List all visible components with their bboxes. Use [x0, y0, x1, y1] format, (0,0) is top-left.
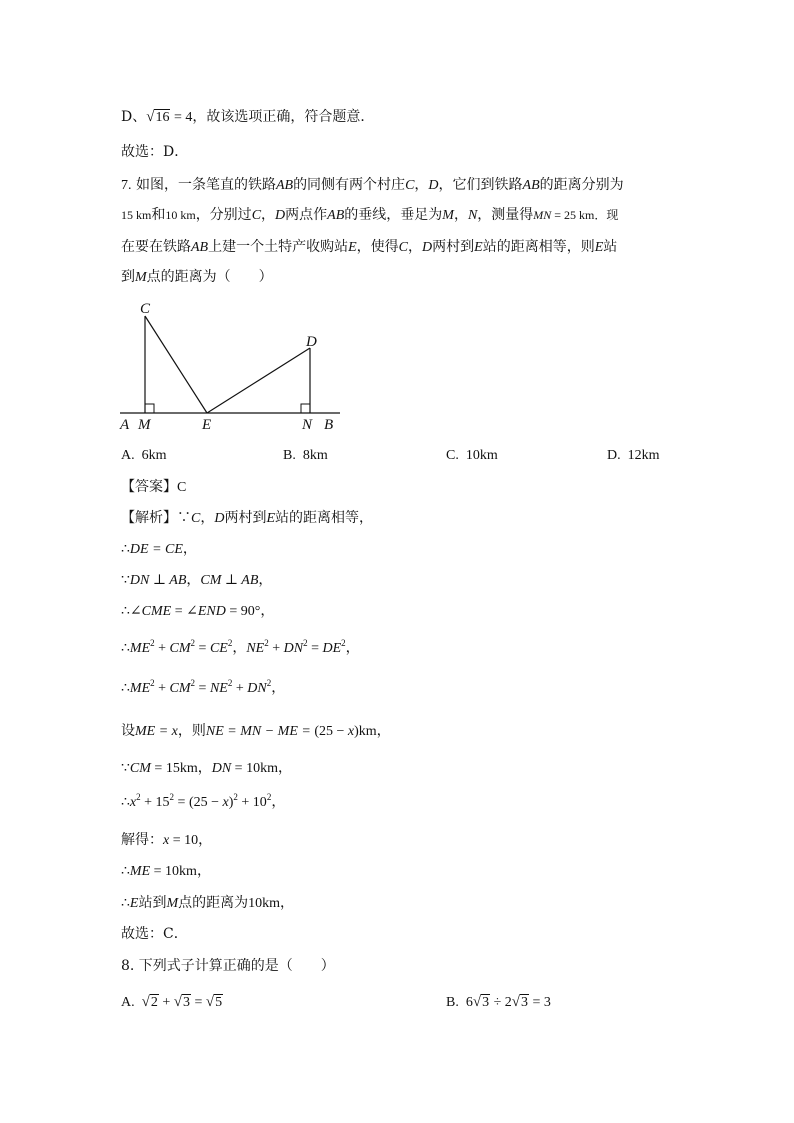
label-e: E	[202, 417, 212, 433]
analysis-line-1: 【解析】∵C，D两村到E站的距离相等，	[121, 510, 374, 526]
label-a: A	[120, 417, 130, 433]
prev-option-d: D、√16 = 4，故该选项正确，符合题意．	[121, 109, 375, 125]
analysis-line-4: ∴∠CME = ∠END = 90°，	[121, 603, 275, 619]
q7-line-1: 7. 如图，一条笔直的铁路AB的同侧有两个村庄C，D，它们到铁路AB的距离分别为	[121, 177, 624, 193]
sqrt-icon: √	[472, 994, 482, 1010]
q7-line-4: 到M点的距离为（ ）	[121, 269, 273, 285]
analysis-line-2: ∴DE = CE，	[121, 541, 197, 557]
analysis-line-6: $\therefore ME^2 + CM^2 = NE^2 + DN^2$，	[121, 678, 286, 696]
railway-figure	[114, 296, 354, 436]
analysis-line-7: 设ME = x，则NE = MN − ME = (25 − x)km，	[121, 723, 391, 739]
sqrt-icon: √	[146, 109, 155, 125]
analysis-line-5: $\therefore ME^2 + CM^2 = CE^2$，$NE^2 + DN^2 = DE^2$，	[121, 638, 360, 656]
analysis-line-11: ∴ME = 10km，	[121, 863, 211, 879]
analysis-line-9: $\therefore x^2 + 15^2 = (25 - x)^2 + 10^2$，	[121, 792, 286, 810]
analysis-conclusion: 故选：C．	[121, 926, 188, 942]
q7-line-3: 在要在铁路AB上建一个土特产收购站E，使得C，D两村到E站的距离相等，则E站	[121, 239, 618, 255]
sqrt-icon: √	[205, 994, 215, 1010]
analysis-line-8: ∵CM = 15km，DN = 10km，	[121, 760, 292, 776]
segment-ce	[145, 316, 207, 413]
q7-option-a: A. 6km	[121, 448, 167, 463]
q7-option-c: C. 10km	[446, 448, 498, 463]
sqrt-icon: √	[173, 994, 182, 1010]
q7-option-d: D. 12km	[607, 448, 660, 463]
sqrt-icon: √	[511, 994, 520, 1010]
q8-option-a: A. √2 + √3 = √5	[121, 994, 223, 1010]
q8-question: 8. 下列式子计算正确的是（ ）	[121, 958, 335, 974]
q7-option-b: B. 8km	[283, 448, 328, 463]
label-n: N	[302, 417, 313, 433]
label-m: M	[138, 417, 151, 433]
q7-line-2: 15 km和10 km，分别过C，D两点作AB的垂线，垂足为M，N，测量得MN = 25 km．现	[121, 207, 619, 223]
label-d: D	[306, 334, 317, 350]
analysis-line-3: ∵DN ⊥ AB，CM ⊥ AB，	[121, 572, 273, 588]
q8-option-b: B. 6√3 ÷ 2√3 = 3	[446, 994, 551, 1010]
analysis-line-12: ∴E站到M点的距离为10km，	[121, 895, 295, 911]
right-angle-m-icon	[145, 404, 154, 413]
q7-answer: 【答案】C	[121, 479, 187, 495]
analysis-line-10: 解得：x = 10，	[121, 832, 213, 848]
label-c: C	[140, 301, 151, 317]
right-angle-n-icon	[301, 404, 310, 413]
sqrt-icon: √	[141, 994, 150, 1010]
prev-conclusion: 故选：D．	[121, 144, 189, 160]
label-b: B	[324, 417, 334, 433]
segment-de	[207, 348, 310, 413]
